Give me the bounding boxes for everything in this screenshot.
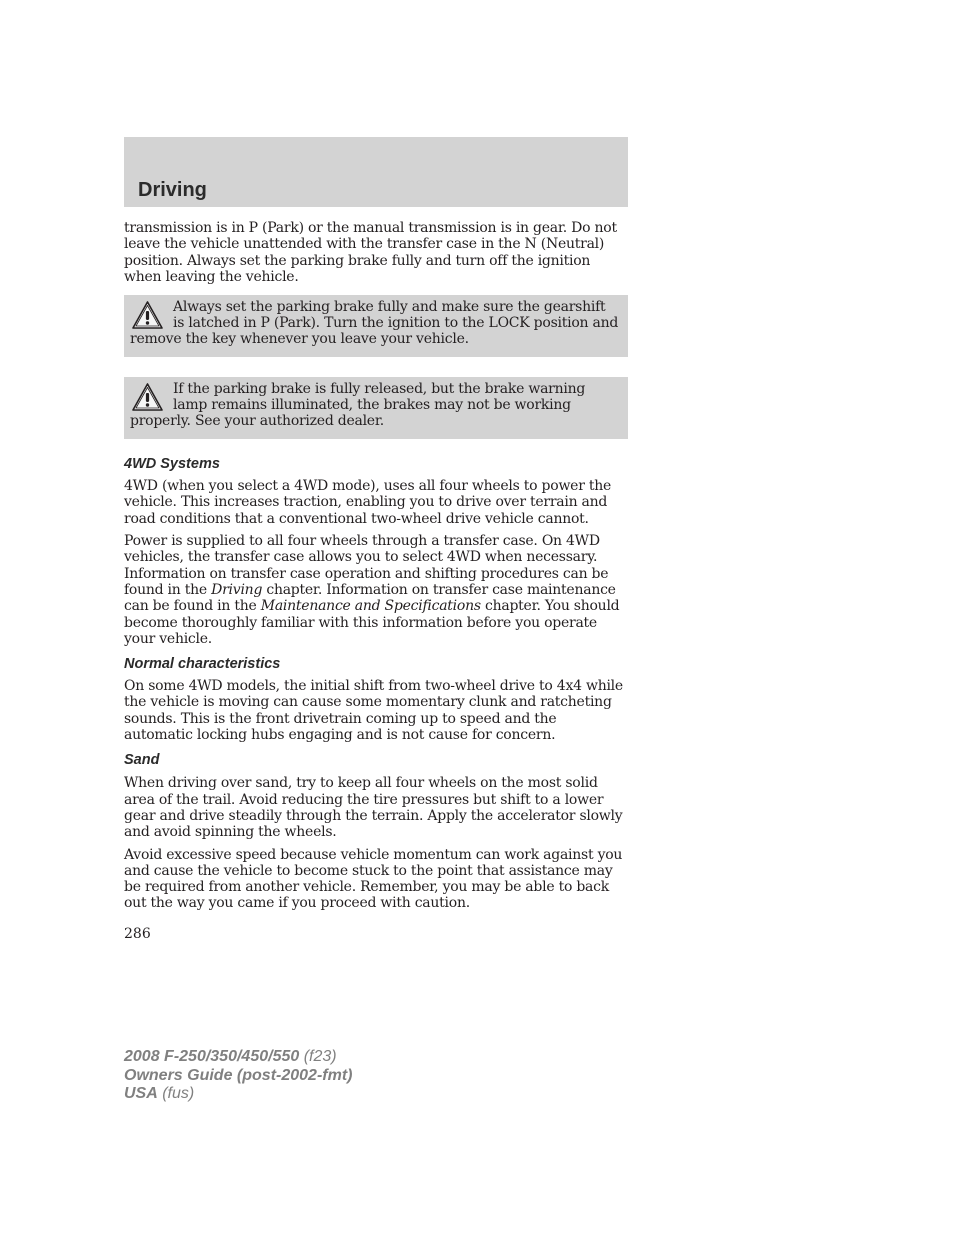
heading-sand: Sand bbox=[124, 752, 160, 769]
warning-text: If the parking brake is fully released, but the brake warning lamp remains illuminated, the brakes may not be working properly. See your authorized dealer. bbox=[130, 381, 586, 430]
chapter-reference-maintenance: Maintenance and Specifications bbox=[260, 598, 481, 615]
heading-normal-characteristics: Normal characteristics bbox=[124, 656, 281, 673]
paragraph-normal-1: On some 4WD models, the initial shift from two-wheel drive to 4x4 while the vehicle is moving can cause some momentary clunk and ratcheting sounds. This is the front drivetrain coming up to speed and the automatic locking hubs engaging and is not cause for concern. bbox=[124, 678, 623, 744]
section-title: Driving bbox=[138, 179, 207, 201]
page-number: 286 bbox=[124, 926, 151, 942]
footer-line-3: USA (fus) bbox=[124, 1085, 195, 1102]
intro-paragraph: transmission is in P (Park) or the manual transmission is in gear. Do not leave the vehicle unattended with the transfer case in the N (Neutral) position. Always set the parking brake fully and turn off the ignition when leaving the vehicle. bbox=[124, 220, 617, 285]
footer-line-2: Owners Guide (post-2002-fmt) bbox=[124, 1066, 353, 1084]
chapter-reference-driving: Driving bbox=[211, 581, 263, 598]
section-header-band bbox=[124, 137, 628, 207]
paragraph-sand-1: When driving over sand, try to keep all four wheels on the most solid area of the trail. Avoid reducing the tire pressures but shift to a lower gear and drive steadily through the terrain. Apply the accelerator slowly and avoid spinning the wheels. bbox=[124, 775, 623, 841]
document-footer bbox=[124, 1048, 352, 1104]
warning-box-parking bbox=[124, 295, 628, 357]
footer-line-1: 2008 F-250/350/450/550 (f23) bbox=[124, 1048, 337, 1065]
page-content bbox=[124, 220, 628, 912]
warning-box-brake-lamp bbox=[124, 377, 628, 439]
paragraph-sand-2: Avoid excessive speed because vehicle momentum can work against you and cause the vehicle to become stuck to the point that assistance may be required from another vehicle. Remember, you may be able to back out the way you came if you proceed with caution. bbox=[124, 846, 623, 912]
warning-text: Always set the parking brake fully and make sure the gearshift is latched in P (Park). Turn the ignition to the LOCK position and remove the key whenever you leave your vehicle. bbox=[130, 299, 619, 348]
warning-triangle-icon bbox=[130, 381, 165, 413]
paragraph-4wd-1: 4WD (when you select a 4WD mode), uses all four wheels to power the vehicle. This increases traction, enabling you to drive over terrain and road conditions that a conventional two-wheel drive vehicle cannot. bbox=[124, 478, 612, 527]
heading-4wd-systems: 4WD Systems bbox=[124, 456, 220, 473]
paragraph-4wd-2: Power is supplied to all four wheels through a transfer case. On 4WD vehicles, the transfer case allows you to select 4WD when necessary. Information on transfer case operation and shifting procedures can be found in the Driving chapter. Information on transfer case maintenance can be found in the Maintenance and Specifications chapter. You should become thoroughly familiar with this information before you operate your vehicle. bbox=[124, 533, 620, 647]
warning-triangle-icon bbox=[130, 299, 165, 331]
